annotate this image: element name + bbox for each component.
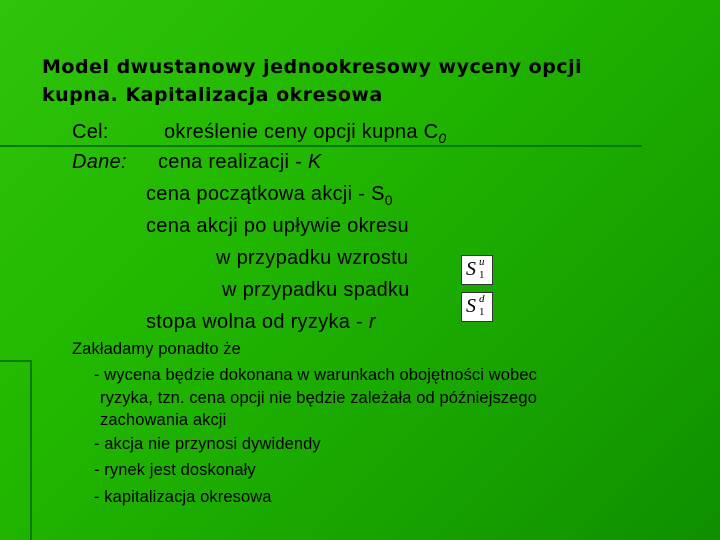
decor-horizontal-line-lower	[0, 360, 32, 362]
assumption-line-5: - rynek jest doskonały	[94, 461, 256, 479]
symbol-up-sup: u	[479, 256, 485, 268]
assumption-line-4: - akcja nie przynosi dywidendy	[94, 435, 321, 453]
dane-up: w przypadku wzrostu	[216, 247, 409, 269]
symbol-s1-up	[461, 255, 493, 285]
dane-k-text: cena realizacji -	[158, 151, 308, 173]
symbol-down-sub: 1	[479, 306, 485, 318]
dane-after: cena akcji po upływie okresu	[146, 215, 409, 237]
dane-k	[158, 150, 322, 174]
dane-s0-sub: 0	[384, 192, 393, 208]
dane-rate-var: r	[368, 311, 376, 333]
dane-rate	[146, 310, 376, 334]
slide-title	[42, 53, 702, 109]
assumptions-header: Zakładamy ponadto że	[72, 340, 241, 358]
dane-label: Dane:	[72, 151, 127, 173]
cel-subscript: 0	[438, 130, 447, 146]
dane-k-var: K	[307, 151, 322, 173]
assumption-line-3: zachowania akcji	[100, 411, 227, 429]
symbol-up-base: S	[466, 258, 476, 280]
dane-rate-text: stopa wolna od ryzyka -	[146, 311, 369, 333]
cel-text	[164, 120, 447, 150]
assumption-line-2: ryzyka, tzn. cena opcji nie będzie zależała od późniejszego	[100, 389, 537, 407]
dane-down: w przypadku spadku	[222, 279, 410, 301]
symbol-down-base: S	[466, 295, 476, 317]
cel-label: Cel:	[72, 121, 109, 143]
title-line-1: Model dwustanowy jednookresowy wyceny opcji	[42, 56, 583, 78]
decor-vertical-line	[30, 360, 32, 540]
title-line-2: kupna. Kapitalizacja okresowa	[42, 84, 383, 106]
symbol-down-sup: d	[479, 293, 485, 305]
symbol-s1-down	[461, 292, 493, 322]
symbol-up-sub: 1	[479, 269, 485, 281]
dane-s0-text: cena początkowa akcji - S	[146, 183, 385, 205]
cel-text-main: określenie ceny opcji kupna C	[164, 121, 439, 143]
assumption-line-1: - wycena będzie dokonana w warunkach obojętności wobec	[94, 366, 537, 384]
dane-s0	[146, 182, 393, 212]
assumption-line-6: - kapitalizacja okresowa	[94, 488, 272, 506]
